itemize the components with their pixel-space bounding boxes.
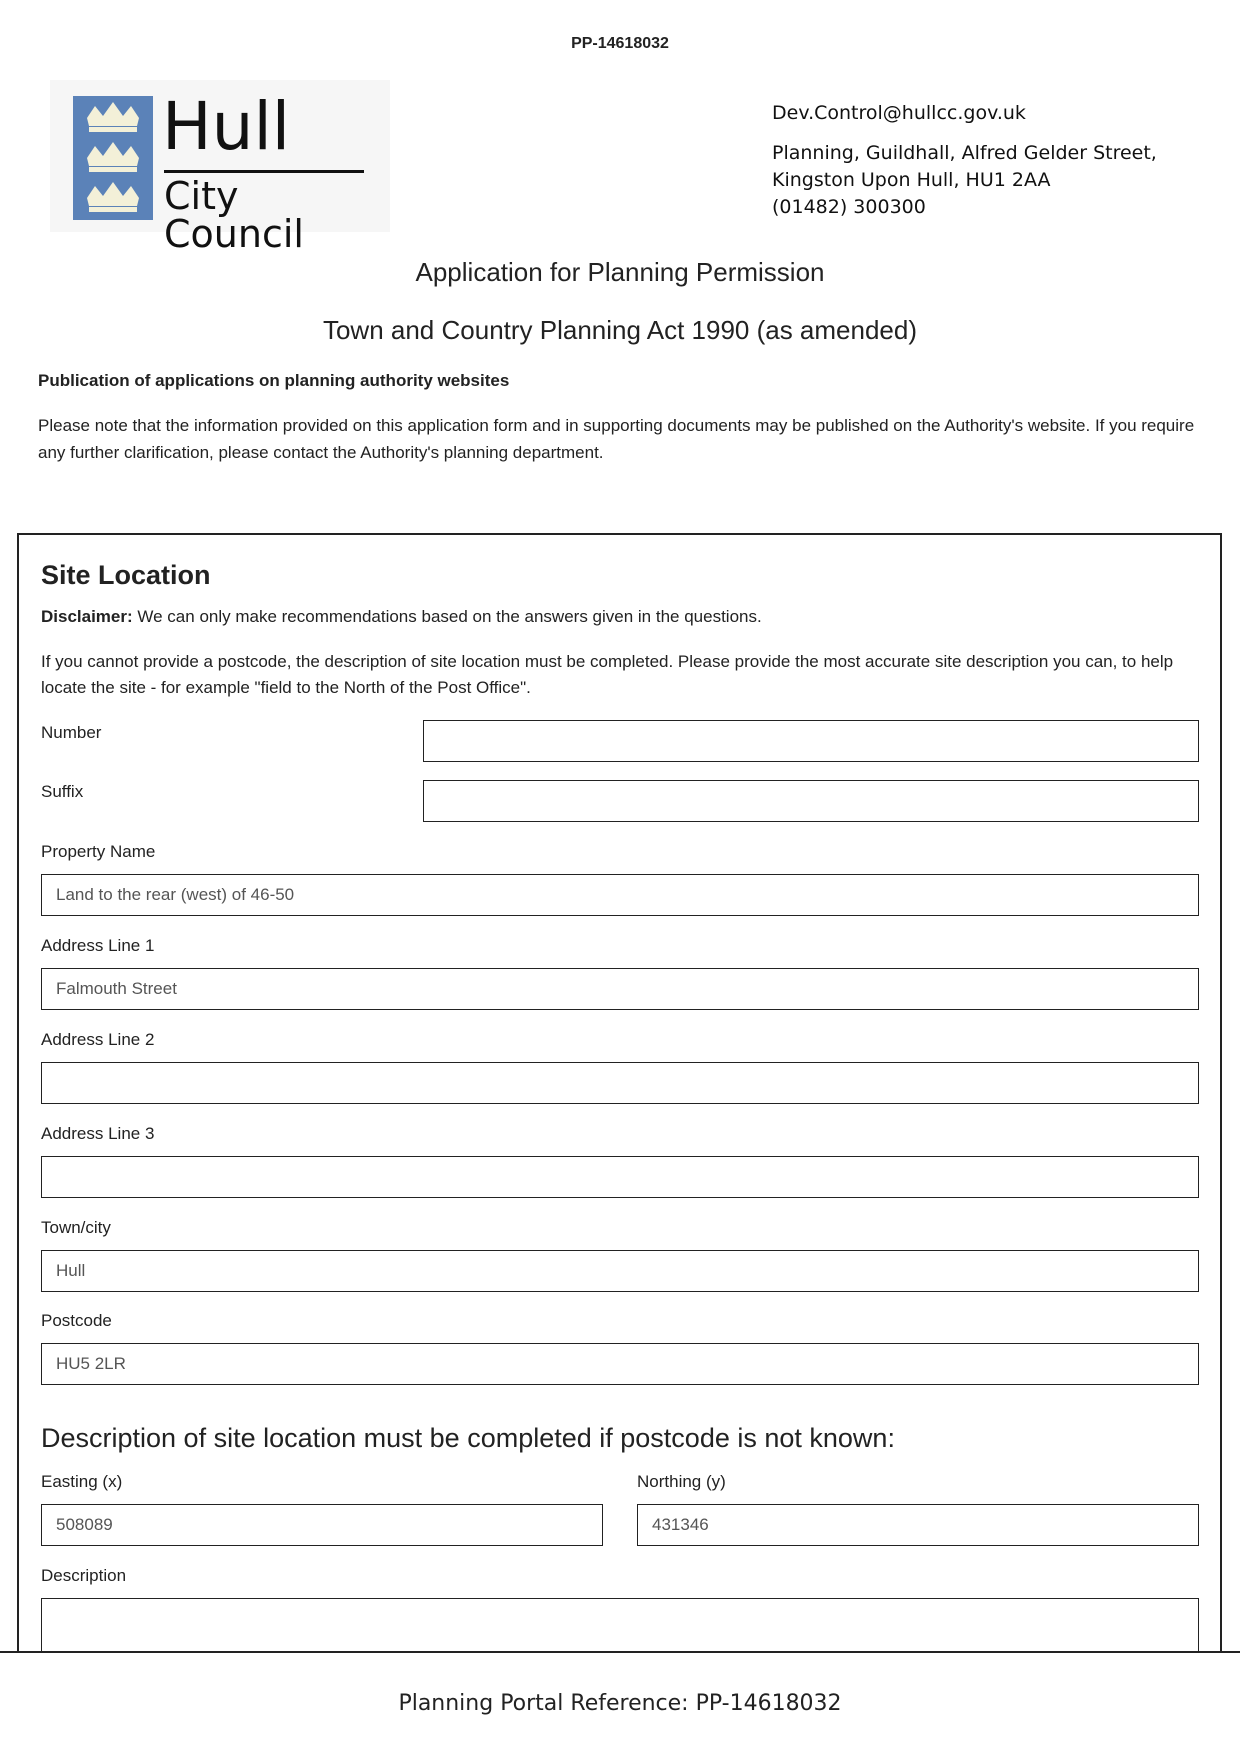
contact-address-line-2: Kingston Upon Hull, HU1 2AA bbox=[772, 169, 1051, 191]
property-name-label: Property Name bbox=[41, 842, 156, 861]
site-location-instructions: If you cannot provide a postcode, the description of site location must be completed. Please provide the most accurate site description you can, to help locate the site - for example "field to the North of the Post Office". bbox=[41, 652, 1174, 697]
address-line-3-field[interactable] bbox=[41, 1156, 1199, 1198]
page-title: Application for Planning Permission bbox=[415, 257, 825, 287]
publication-text: Please note that the information provided on this application form and in supporting documents may be published on the Authority's website. If you require any further clarification, please contact the Authority's planning department. bbox=[38, 416, 1195, 462]
logo-divider bbox=[164, 170, 364, 173]
address-line-1-label: Address Line 1 bbox=[41, 936, 155, 955]
publication-heading: Publication of applications on planning authority websites bbox=[38, 371, 510, 390]
postcode-label: Postcode bbox=[41, 1311, 112, 1330]
contact-address-line-1: Planning, Guildhall, Alfred Gelder Street, bbox=[772, 142, 1157, 164]
easting-field[interactable]: 508089 bbox=[41, 1504, 603, 1546]
description-heading: Description of site location must be completed if postcode is not known: bbox=[41, 1423, 895, 1453]
suffix-label: Suffix bbox=[41, 782, 84, 801]
site-location-title: Site Location bbox=[41, 560, 211, 590]
logo-hull-text: Hull bbox=[162, 88, 291, 165]
disclaimer-label: Disclaimer: bbox=[41, 607, 133, 626]
site-location-section bbox=[17, 533, 1222, 1753]
planning-portal-reference: Planning Portal Reference: PP-14618032 bbox=[398, 1691, 842, 1716]
postcode-field[interactable]: HU5 2LR bbox=[41, 1343, 1199, 1385]
northing-label: Northing (y) bbox=[637, 1472, 726, 1491]
easting-label: Easting (x) bbox=[41, 1472, 123, 1491]
address-line-1-field[interactable]: Falmouth Street bbox=[41, 968, 1199, 1010]
contact-email: Dev.Control@hullcc.gov.uk bbox=[772, 102, 1026, 124]
town-city-field[interactable]: Hull bbox=[41, 1250, 1199, 1292]
disclaimer-text: We can only make recommendations based on the answers given in the questions. bbox=[132, 607, 762, 626]
number-field[interactable] bbox=[423, 720, 1199, 762]
town-city-label: Town/city bbox=[41, 1218, 111, 1237]
address-line-2-field[interactable] bbox=[41, 1062, 1199, 1104]
suffix-field[interactable] bbox=[423, 780, 1199, 822]
document-reference-top: PP-14618032 bbox=[571, 35, 669, 52]
logo-city-council-text: City Council bbox=[164, 174, 304, 256]
page-cut-line bbox=[0, 1651, 1240, 1653]
number-label: Number bbox=[41, 723, 102, 742]
description-field[interactable] bbox=[41, 1598, 1199, 1658]
address-line-2-label: Address Line 2 bbox=[41, 1030, 155, 1049]
disclaimer bbox=[41, 607, 762, 627]
northing-field[interactable]: 431346 bbox=[637, 1504, 1199, 1546]
address-line-3-label: Address Line 3 bbox=[41, 1124, 155, 1143]
crest-icon bbox=[73, 96, 153, 220]
description-label: Description bbox=[41, 1566, 127, 1585]
property-name-field[interactable]: Land to the rear (west) of 46-50 bbox=[41, 874, 1199, 916]
hull-city-council-logo bbox=[50, 80, 390, 256]
contact-block bbox=[772, 100, 1157, 221]
contact-phone: (01482) 300300 bbox=[772, 196, 926, 218]
page-subtitle: Town and Country Planning Act 1990 (as amended) bbox=[322, 315, 918, 345]
